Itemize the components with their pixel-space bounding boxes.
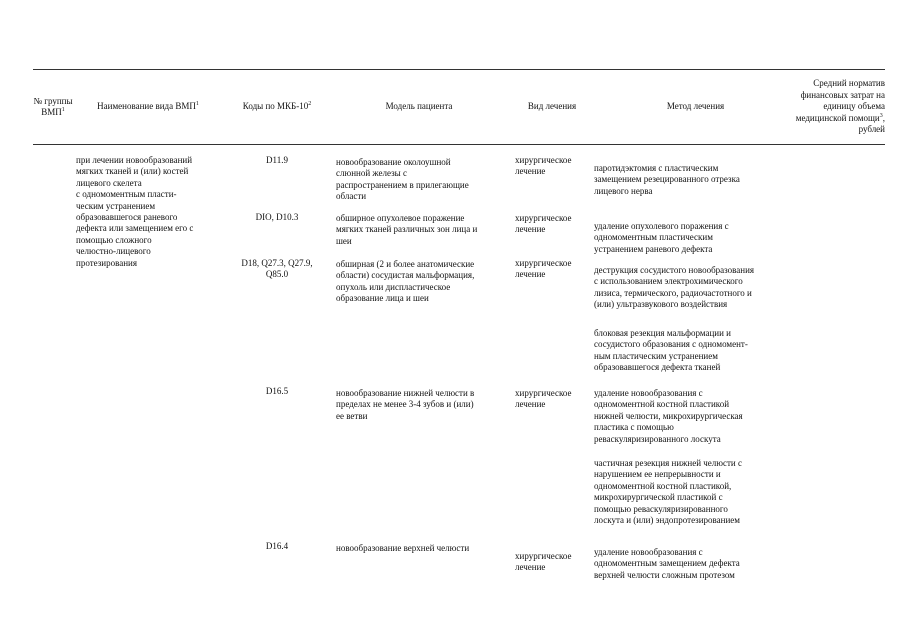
treatment-kind-cell: хирургическое лечение [515,155,572,177]
treatment-method-cell: удаление опухолевого поражения с одномоментным пластическим устранением раневого дефекта [594,221,729,254]
treatment-kind-cell: хирургическое лечение [515,551,572,573]
header-icd-codes: Коды по МКБ-$10^2$ [242,101,312,112]
patient-model-cell: обширное опухолевое поражение мягких тканей различных зон лица и шеи [336,213,478,246]
patient-model-cell: новообразование околоушной слюнной железы с распространением в прилегающие области [336,157,469,202]
treatment-kind-cell: хирургическое лечение [515,258,572,280]
treatment-method-cell: удаление новообразования с одномоментным замещением дефекта верхней челюсти сложным протезом [594,547,740,580]
vmp-name-cell: при лечении новообразований мягких тканей и (или) костей лицевого скелета с одномоментным пласти- ческим устранением образовавшегося раневого дефекта или замещением его с помощью сложного челюстно-лицевого протезирования [76,155,194,268]
patient-model-cell: обширная (2 и более анатомические области) сосудистая мальформация, опухоль или диспластическое образование лица и шеи [336,259,475,304]
icd-code-cell: DIO, D10.3 [255,212,299,222]
patient-model-cell: новообразование верхней челюсти [336,543,470,553]
icd-code-cell: D16.5 [265,386,289,396]
treatment-kind-cell: хирургическое лечение [515,213,572,235]
patient-model-cell: новообразование нижней челюсти в пределах не менее 3-4 зубов и (или) ее ветви [336,388,475,421]
icd-code-cell: D11.9 [266,155,288,165]
header-treatment-kind: Вид лечения [527,101,577,112]
header-average-cost: Средний норматив финансовых затрат на единицу объема медицинской помощи$^3$, рублей [795,78,885,135]
treatment-method-cell: деструкция сосудистого новообразования с использованием электрохимического лизиса, термического, радиочастотного и (или) ультразвукового воздействия [594,265,755,310]
icd-code-cell: D16.4 [265,541,289,551]
header-vmp-name: Наименование вида ВМП$^1$ [97,101,199,112]
treatment-method-cell: блоковая резекция мальформации и сосудистого образования с одномомент- ным пластическим устранением образовавшегося дефекта тканей [594,328,748,373]
icd-code-cell: D18, Q27.3, Q27.9, Q85.0 [241,258,313,280]
treatment-method-cell: частичная резекция нижней челюсти с нарушением ее непрерывности и одномоментной костной пластикой, микрохирургической пластикой с помощью реваскуляризированного лоскута и (или) эндопротезированием [594,458,742,526]
treatment-method-cell: паротидэктомия с пластическим замещением резецированного отрезка лицевого нерва [594,163,740,196]
treatment-method-cell: удаление новообразования с одномоментной костной пластикой нижней челюсти, микрохирургическая пластика с помощью реваскуляризированного лоскута [594,388,743,444]
header-bottom-border [33,144,885,145]
treatment-kind-cell: хирургическое лечение [515,388,572,410]
header-treatment-method: Метод лечения [666,101,725,112]
header-group-number: № группы ВМП$^1$ [33,95,73,117]
header-patient-model: Модель пациента [385,101,453,112]
